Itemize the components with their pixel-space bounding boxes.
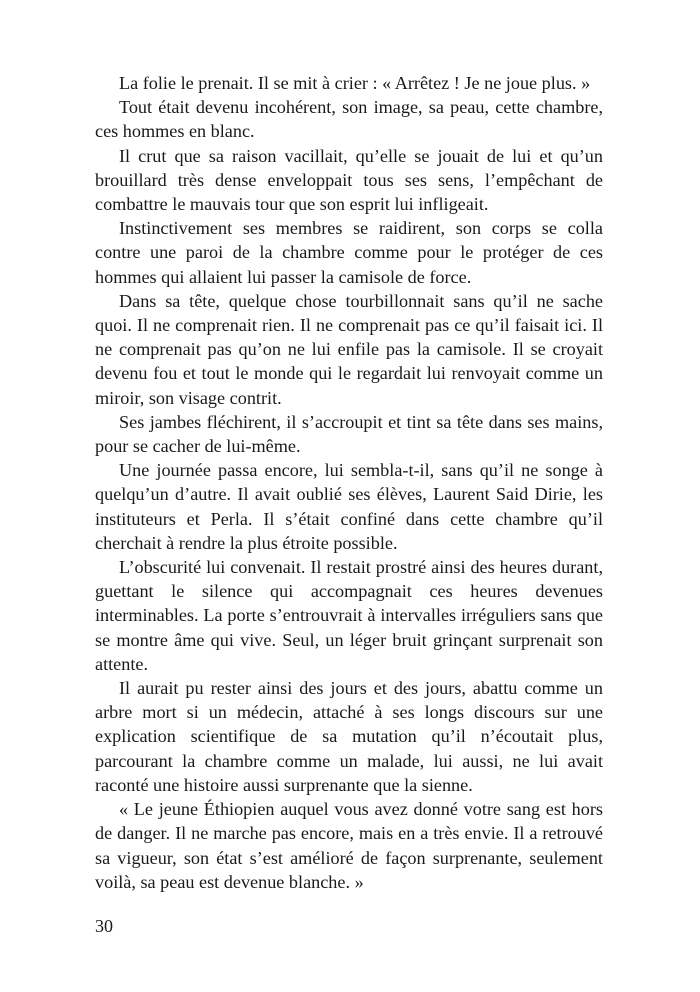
page-body [95, 71, 603, 894]
paragraph-7: Une journée passa encore, lui sembla-t-il, sans qu’il ne songe à quelqu’un d’autre. Il avait oublié ses élèves, Laurent Said Dirie, les instituteurs et Perla. Il s’était confiné dans cette chambre qu’il cherchait à rendre la plus étroite possible. [95, 460, 603, 553]
paragraph-1: La folie le prenait. Il se mit à crier : « Arrêtez ! Je ne joue plus. » [119, 73, 591, 93]
paragraph-4: Instinctivement ses membres se raidirent, son corps se colla contre une paroi de la chambre comme pour le protéger de ces hommes qui allaient lui passer la camisole de force. [95, 218, 603, 287]
paragraph-6: Ses jambes fléchirent, il s’accroupit et tint sa tête dans ses mains, pour se cacher de lui-même. [95, 411, 603, 457]
paragraph-9: Il aurait pu rester ainsi des jours et des jours, abattu comme un arbre mort si un médecin, attaché à ses longs discours sur une explication scientifique de sa mutation qu’il n’écoutait plus, parcourant la chambre comme un malade, lui aussi, ne lui avait raconté une histoire aussi surprenante que la sienne. [95, 678, 603, 795]
paragraph-10: « Le jeune Éthiopien auquel vous avez donné votre sang est hors de danger. Il ne marche pas encore, mais en a très envie. Il a retrouvé sa vigueur, son état s’est amélioré de façon surprenante, seulement voilà, sa peau est devenue blanche. » [95, 799, 603, 892]
paragraph-5: Dans sa tête, quelque chose tourbillonnait sans qu’il ne sache quoi. Il ne comprenait rien. Il ne comprenait pas ce qu’il faisait ici. Il ne comprenait pas qu’on ne lui enfile pas la camisole. Il se croyait devenu fou et tout le monde qui le regardait lui renvoyait comme un miroir, son visage contrit. [95, 290, 603, 408]
page-number: 30 [95, 916, 113, 936]
paragraph-8: L’obscurité lui convenait. Il restait prostré ainsi des heures durant, guettant le silence qui accompagnait ces heures devenues interminables. La porte s’entrouvrait à intervalles irréguliers sans que se montre âme qui vive. Seul, un léger bruit grinçant surprenait son attente. [95, 557, 603, 674]
paragraph-2: Tout était devenu incohérent, son image, sa peau, cette chambre, ces hommes en blanc. [95, 97, 603, 142]
paragraph-3: Il crut que sa raison vacillait, qu’elle se jouait de lui et qu’un brouillard très dense enveloppait tous ses sens, l’empêchant de combattre le mauvais tour que son esprit lui infligeait. [95, 145, 603, 215]
